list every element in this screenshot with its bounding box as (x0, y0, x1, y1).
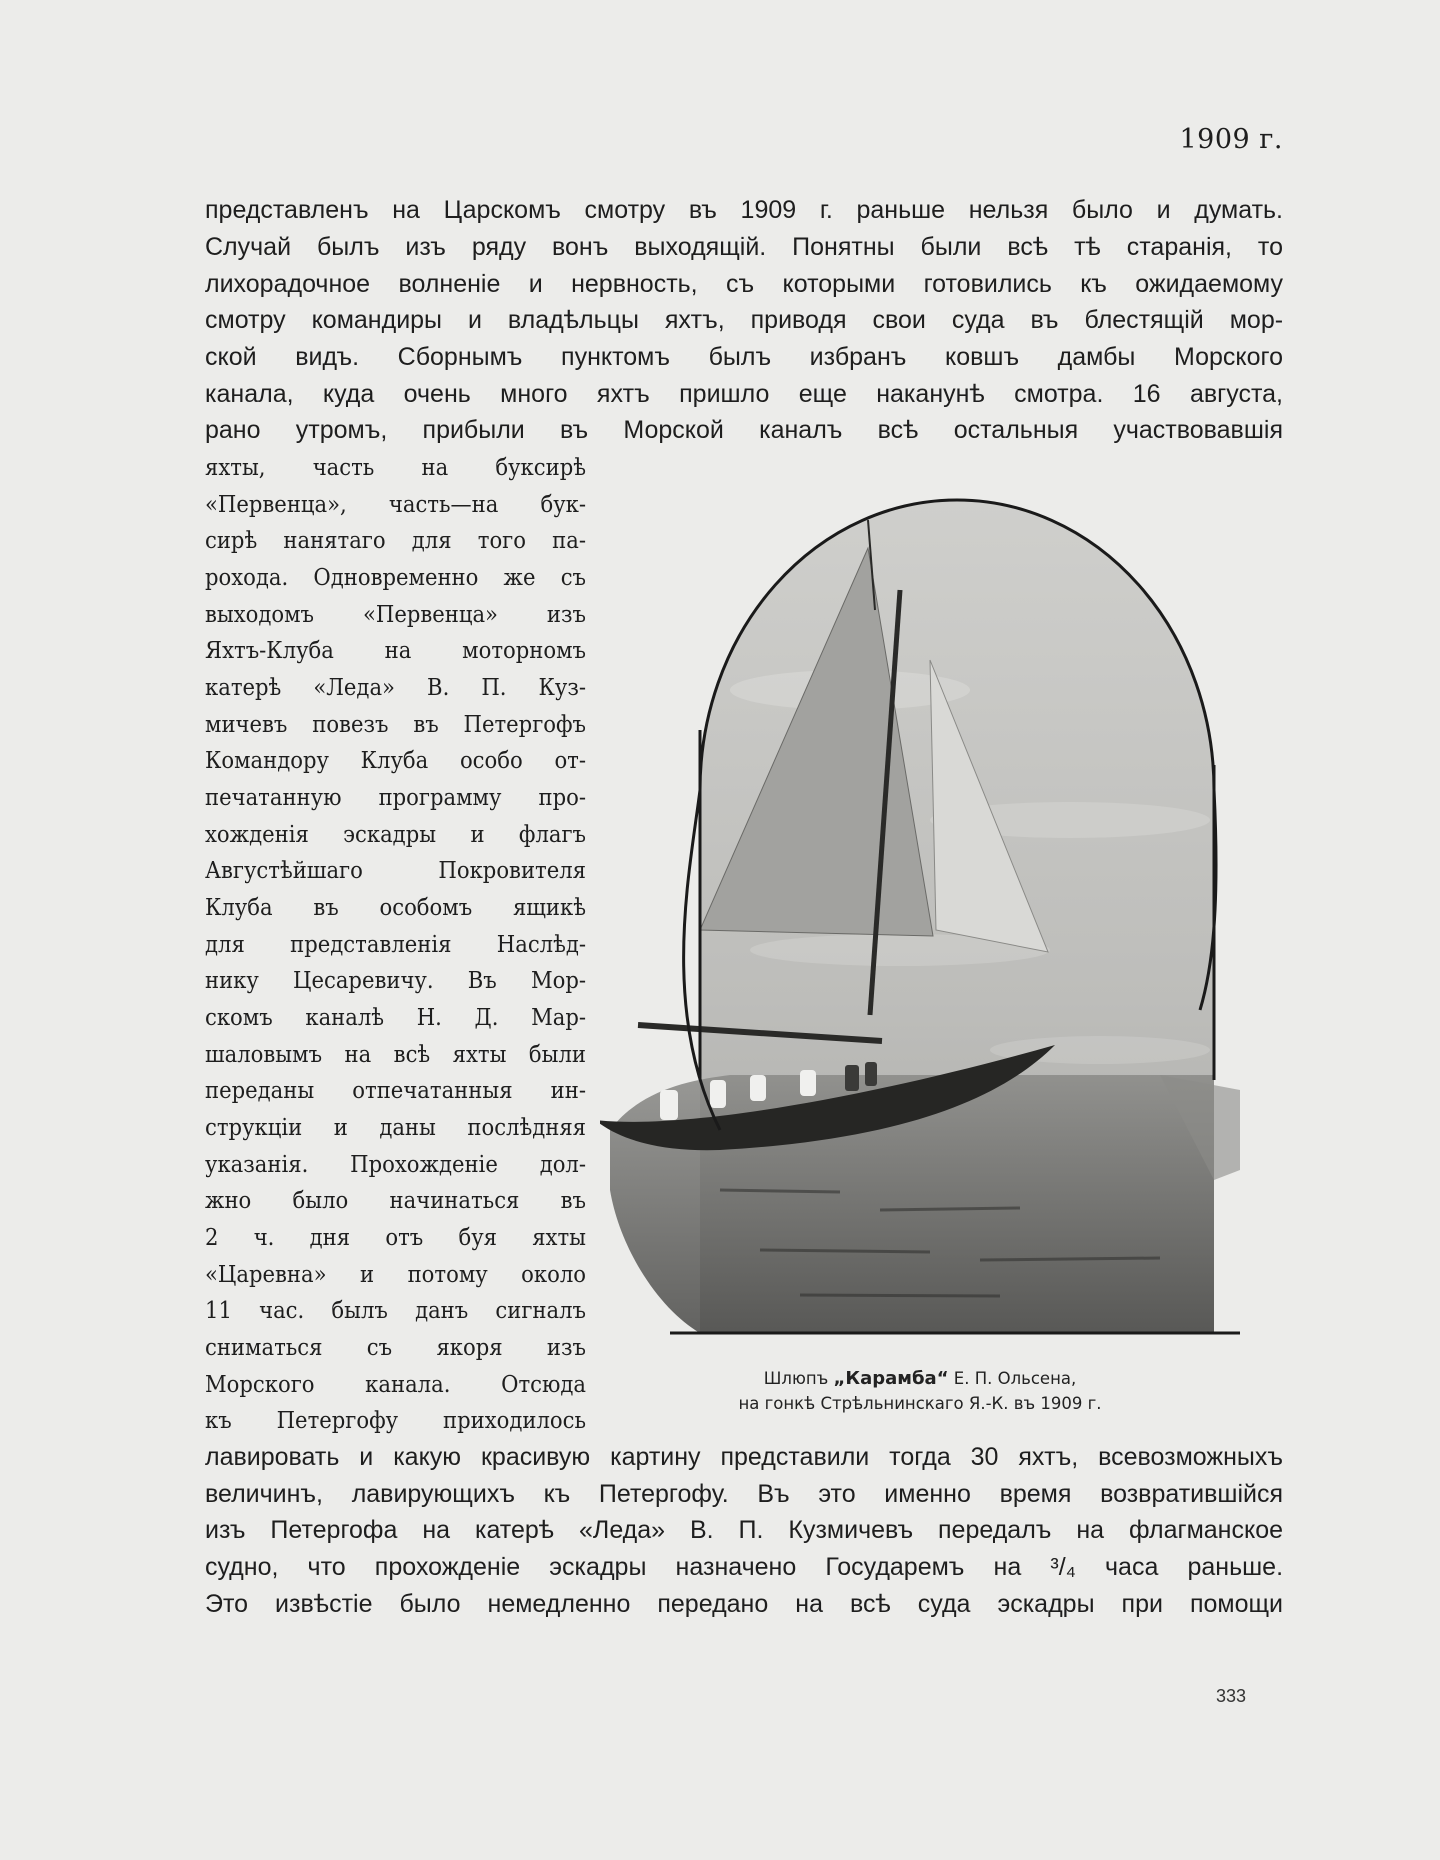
text-line: для представленія Наслѣд- (205, 930, 587, 958)
running-head-year: 1909 г. (1179, 124, 1283, 155)
text-line: нику Цесаревичу. Въ Мор- (205, 966, 586, 994)
text-line: рохода. Одновременно же съ (205, 563, 586, 591)
text-line: Случай былъ изъ ряду вонъ выходящій. Понятны были всѣ тѣ старанія, то (205, 233, 1283, 261)
text-line: лавировать и какую красивую картину представили тогда 30 яхтъ, всевозможныхъ (205, 1443, 1284, 1471)
text-line: Это извѣстіе было немедленно передано на всѣ суда эскадры при помощи (205, 1590, 1284, 1618)
page-number: 333 (1216, 1686, 1247, 1706)
text-line: судно, что прохожденіе эскадры назначено Государемъ на ³/₄ часа раньше. (205, 1553, 1284, 1581)
text-line: 2 ч. дня отъ буя яхты (205, 1223, 586, 1251)
text-line: ской видъ. Сборнымъ пунктомъ былъ избранъ ковшъ дамбы Морского (205, 343, 1283, 371)
text-line: сирѣ нанятаго для того па- (205, 526, 586, 554)
text-line: величинъ, лавирующихъ къ Петергофу. Въ это именно время возвратившійся (205, 1480, 1284, 1508)
text-line: Командору Клуба особо от- (205, 746, 587, 774)
text-line: указанія. Прохожденіе дол- (205, 1150, 586, 1178)
text-line: изъ Петергофа на катерѣ «Леда» В. П. Кузмичевъ передалъ на флагманское (205, 1516, 1284, 1544)
text-line: «Царевна» и потому около (205, 1260, 587, 1288)
text-line: яхты, часть на буксирѣ (205, 453, 586, 481)
text-line: Яхтъ-Клуба на моторномъ (205, 636, 587, 664)
text-line: къ Петергофу приходилось (205, 1406, 586, 1434)
caption-line-2: на гонкѣ Стрѣльнинскаго Я.-К. въ 1909 г. (738, 1394, 1102, 1413)
text-line: канала, куда очень много яхтъ пришло еще наканунѣ смотра. 16 августа, (205, 380, 1283, 408)
text-line: рано утромъ, прибыли въ Морской каналъ всѣ остальныя участвовавшія (205, 416, 1283, 444)
text-line: скомъ каналѣ Н. Д. Мар- (205, 1003, 586, 1031)
text-line: Клуба въ особомъ ящикѣ (205, 893, 586, 921)
text-line: «Первенца», часть—на бук- (205, 490, 586, 518)
sailboat-photo-icon (600, 490, 1240, 1350)
text-line: переданы отпечатанныя ин- (205, 1076, 586, 1104)
text-line: 11 час. былъ данъ сигналъ (205, 1296, 586, 1324)
text-line: сниматься съ якоря изъ (205, 1333, 587, 1361)
caption-line-1: Шлюпъ „Карамба“ Е. П. Ольсена, (763, 1368, 1077, 1389)
text-line: хожденія эскадры и флагъ (205, 820, 587, 848)
text-line: смотру командиры и владѣльцы яхтъ, приводя свои суда въ блестящій мор- (205, 306, 1284, 334)
text-line: печатанную программу про- (205, 783, 586, 811)
figure-caption (700, 1366, 1140, 1416)
text-line: лихорадочное волненіе и нервность, съ которыми готовились къ ожидаемому (205, 270, 1284, 298)
text-line: шаловымъ на всѣ яхты были (205, 1040, 586, 1068)
sloop-photo-figure (600, 490, 1240, 1350)
text-line: Августѣйшаго Покровителя (205, 856, 586, 884)
text-line: Морского канала. Отсюда (205, 1370, 586, 1398)
text-line: мичевъ повезъ въ Петергофъ (205, 710, 587, 738)
text-line: жно было начинаться въ (205, 1186, 586, 1214)
yacht-name: „Карамба“ (833, 1368, 949, 1389)
text-line: представленъ на Царскомъ смотру въ 1909 г. раньше нельзя было и думать. (205, 196, 1283, 224)
text-line: катерѣ «Леда» В. П. Куз- (205, 673, 587, 701)
text-line: выходомъ «Первенца» изъ (205, 600, 586, 628)
text-line: струкціи и даны послѣдняя (205, 1113, 586, 1141)
